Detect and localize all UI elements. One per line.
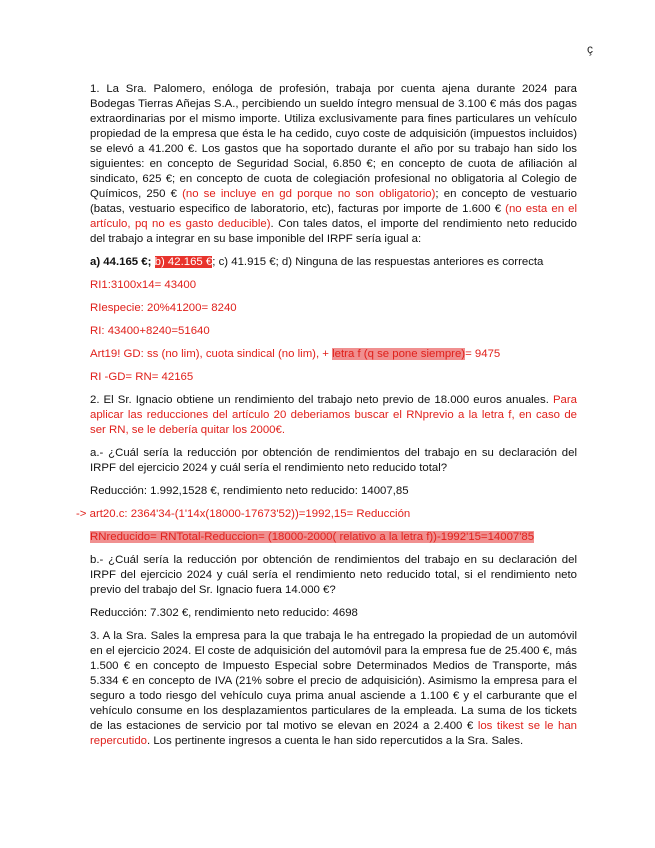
- q2-note: Para aplicar las reducciones del artículo 20 deberiamos buscar el RNprevio a la letra f, en caso de ser RN, se le debería quitar los 2000€.: [90, 394, 577, 436]
- q3-note: los tikest se le han repercutido: [90, 720, 577, 747]
- answer-a: a) 44.165 €;: [90, 256, 152, 268]
- q1-text-3: . Con tales datos, el importe del rendimiento neto reducido del trabajo a integrar en su base imponible del IRPF sería igual a:: [90, 218, 578, 245]
- q2-a-calc2: RNreducido= RNTotal-Reduccion= (18000-2000( relativo a la letra f))-1992'15=14007'85: [90, 531, 535, 543]
- calc-gd-highlight: letra f (q se pone siempre): [332, 348, 466, 360]
- q1-note-colegio: (no se incluye en gd porque no son obligatorio): [182, 188, 436, 200]
- q3-text-2: . Los pertinente ingresos a cuenta le han sido repercutidos a la Sra. Sales.: [147, 735, 524, 747]
- q1-note-vestuario: (no esta en el artículo, pq no es gasto deducible): [90, 203, 577, 230]
- question-3-paragraph: [90, 629, 577, 749]
- q2-a-question: a.- ¿Cuál sería la reducción por obtención de rendimientos del trabajo en su declaración del IRPF del ejercicio 2024 y cuál sería el rendimiento neto reducido total?: [90, 447, 577, 474]
- q2-b-question: b.- ¿Cuál sería la reducción por obtención de rendimientos del trabajo en su declaración del IRPF del ejercicio 2024 y cuál sería el rendimiento neto reducido total, si el rendimiento neto previo del trabajo del Sr. Ignacio fuera 14.000 €?: [90, 554, 577, 596]
- answer-b-highlighted: b) 42.165 €: [154, 256, 213, 268]
- document-content: [76, 82, 578, 757]
- question-1-paragraph: [90, 82, 577, 247]
- q1-answer-options: [90, 255, 577, 270]
- q1-text-2: ; en concepto de vestuario (batas, vestuario especifico de laboratorio, etc), facturas por importe de 1.600 €: [90, 188, 577, 215]
- q2-a-answer: Reducción: 1.992,1528 €, rendimiento neto reducido: 14007,85: [90, 485, 409, 497]
- calc-especie: RIespecie: 20%41200= 8240: [90, 302, 237, 314]
- q3-text: 3. A la Sra. Sales la empresa para la que trabaja le ha entregado la propiedad de un automóvil en el ejercicio 2024. El coste de adquisición del automóvil para la empresa fue de 25.400 €, más 1.500 € en concepto de Impuesto Especial sobre Determinados Medios de Transporte, más 5.334 € en concepto de IVA (21% sobre el precio de adquisición). Asimismo la empresa para el seguro a todo riesgo del vehículo cuya prima anual asciende a 1.100 € y el carburante que el vehículo consume en los desplazamientos particulares de la empleada. La suma de los tickets de las estaciones de servicio por tal motivo se elevan en 2024 a 2.400 €: [90, 630, 577, 732]
- q2-text: 2. El Sr. Ignacio obtiene un rendimiento del trabajo neto previo de 18.000 euros anuales.: [90, 394, 553, 406]
- question-2-paragraph: [90, 393, 577, 438]
- calc-rt1: RI1:3100x14= 43400: [90, 279, 197, 291]
- q2-a-calc2-row: [90, 530, 577, 545]
- q1-text: 1. La Sra. Palomero, enóloga de profesión, trabaja por cuenta ajena durante 2024 para Bodegas Tierras Añejas S.A., percibiendo un sueldo íntegro mensual de 3.100 € más dos pagas extraordinarias por el mismo importe. Utiliza exclusivamente para fines particulares un vehículo propiedad de la empresa que ésta le ha cedido, cuyo coste de adquisición (impuestos incluidos) se elevó a 41.200 €. Los gastos que ha soportado durante el año por su trabajo han sido los siguientes: en concepto de Seguridad Social, 6.850 €; en concepto de cuota de afiliación al sindicato, 625 €; en concepto de cuota de colegiación profesional no obligatoria al Colegio de Químicos, 250 €: [90, 83, 577, 200]
- corner-mark: ç: [587, 42, 593, 56]
- calc-ri: RI: 43400+8240=51640: [90, 325, 210, 337]
- q2-b-answer: Reducción: 7.302 €, rendimiento neto reducido: 4698: [90, 607, 358, 619]
- calc-gd: [90, 347, 577, 362]
- calc-gd-prefix: Art19! GD: ss (no lim), cuota sindical (no lim), +: [90, 348, 333, 360]
- calc-rn: RI -GD= RN= 42165: [90, 371, 194, 383]
- answer-c-d: ; c) 41.915 €; d) Ninguna de las respuestas anteriores es correcta: [212, 256, 544, 268]
- q2-a-calc: -> art20.c: 2364'34-(1'14x(18000-17673'52))=1992,15= Reducción: [76, 508, 411, 520]
- calc-gd-suffix: = 9475: [465, 348, 501, 360]
